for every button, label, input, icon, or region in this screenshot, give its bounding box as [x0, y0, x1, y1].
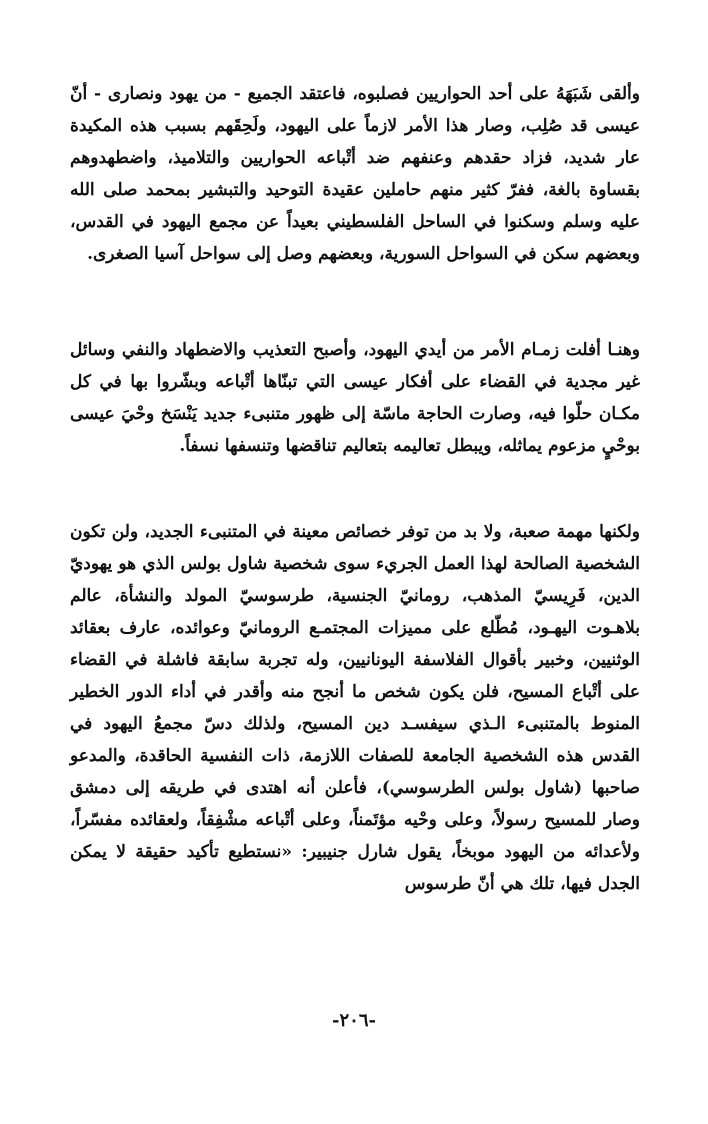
paragraph-2: وهنـا أفلت زمـام الأمر من أيدي اليهود، وأصبح التعذيب والاضطهاد والنفي وسائل غير مجدية في القضاء على أفكار عيسى التي تبنّاها أتْباعه وبشّروا بها في كل مكـان حلّوا فيه، وصارت الحاجة ماسّة إلى ظهور متنبىء جديد يَنْسَخ وحْيَ عيسى بوحْيٍ مزعوم يماثله، ويبطل تعاليمه بتعاليم تناقضها وتنسفها نسفاً. [70, 340, 640, 456]
page-number: -٢٠٦- [332, 1010, 376, 1031]
paragraph-3: ولكنها مهمة صعبة، ولا بد من توفر خصائص معينة في المتنبىء الجديد، ولن تكون الشخصية الصالحة لهذا العمل الجريء سوى شخصية شاول بولس الذي هو يهوديّ الدين، فَرِيسيّ المذهب، رومانيّ الجنسية، طرسوسيّ المولد والنشأة، عالم بلاهـوت اليهـود، مُطّلع على مميزات المجتمـع الرومانيّ وعوائده، عارف بعقائد الوثنيين، وخبير بأقوال الفلاسفة اليونانيين، وله تجربة سابقة فاشلة في القضاء على أتْباع المسيح، فلن يكون شخص ما أنجح منه وأقدر في أداء الدور الخطير المنوط بالمتنبىء الـذي سيفسـد دين المسيح، ولذلك دسّ مجمعُ اليهود في القدس هذه الشخصية الجامعة للصفات اللازمة، ذات النفسية الحاقدة، والمدعو صاحبها (شاول بولس الطرسوسي)، فأعلن أنه اهتدى في طريقه إلى دمشق وصار للمسيح رسولاً، وعلى وحْيه مؤتَمناً، وعلى أتْباعه مشْفِقاً، ولعقائده مفسّراً، ولأعدائه من اليهود موبخاً، يقول شارل جنيبير: «نستطيع تأكيد حقيقة لا يمكن الجدل فيها، تلك هي أنّ طرسوس [70, 522, 640, 894]
paragraph-1: وألقى شَبَهَهُ على أحد الحواريين فصلبوه، فاعتقد الجميع - من يهود ونصارى - أنّ عيسى قد صُلِب، وصار هذا الأمر لازماً على اليهود، ولَحِقَهم بسبب هذه المكيدة عار شديد، فزاد حقدهم وعنفهم ضد أتْباعه الحواريين والتلاميذ، واضطهدوهم بقساوة بالغة، ففرّ كثير منهم حاملين عقيدة التوحيد والتبشير بمحمد صلى الله عليه وسلم وسكنوا في الساحل الفلسطيني بعيداً عن مجمع اليهود في القدس، وبعضهم سكن في السواحل السورية، وبعضهم وصل إلى سواحل آسيا الصغرى. [70, 84, 640, 264]
